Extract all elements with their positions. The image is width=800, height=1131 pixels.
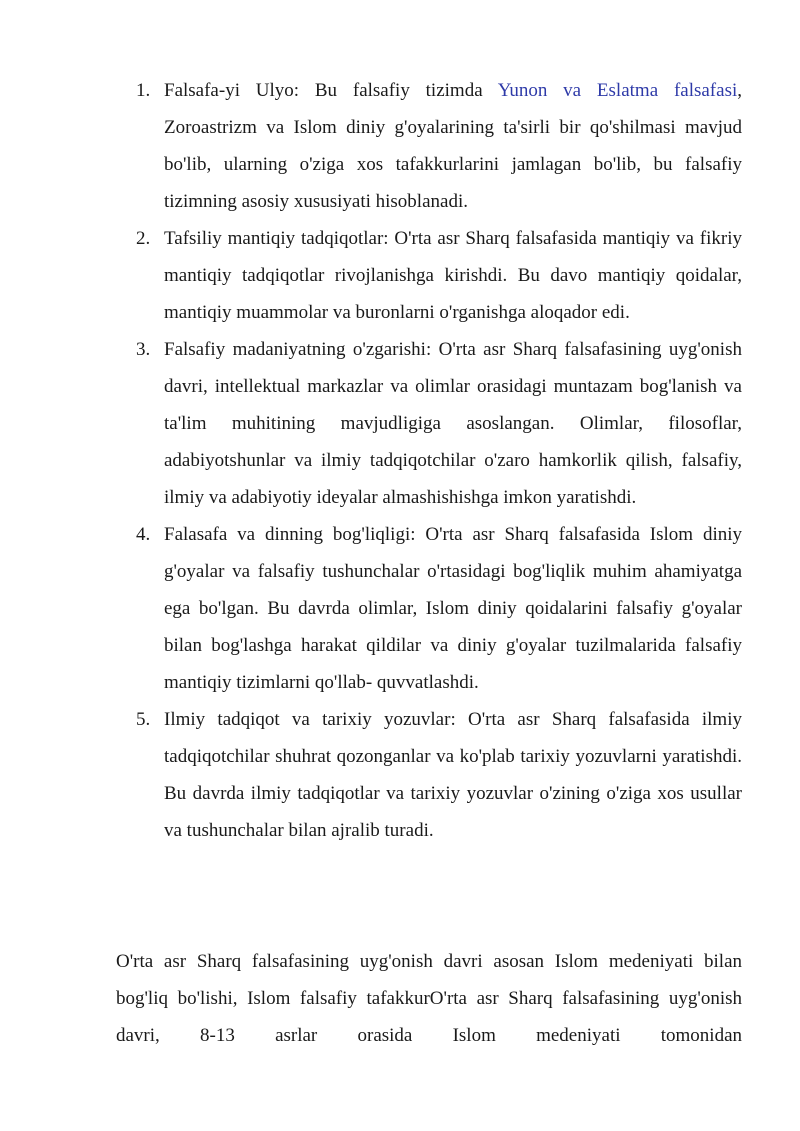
list-item-2 (116, 220, 742, 331)
list-item-text: , Zoroastrizm va Islom diniy g'oyalarining ta'sirli bir qo'shilmasi mavjud bo'lib, ularning o'ziga xos tafakkurlarini jamlagan bo'lib, bu falsafiy tizimning asosiy xususiyati hisoblanadi. (164, 80, 742, 212)
list-item-5 (116, 701, 742, 849)
body-paragraph: O'rta asr Sharq falsafasining uyg'onish davri asosan Islom medeniyati bilan bog'liq bo'lishi, Islom falsafiy tafakkurO'rta asr Sharq falsafasining uyg'onish davri, 8-13 asrlar orasida Islom medeniyati tomonidan (116, 951, 742, 1046)
list-number: 5. (136, 709, 151, 730)
list-item-text: Falasafa va dinning bog'liqligi: O'rta asr Sharq falsafasida Islom diniy g'oyalar va falsafiy tushunchalar o'rtasidagi bog'liqlik muhim ahamiyatga ega bo'lgan. Bu davrda olimlar, Islom diniy qoidalarini falsafiy g'oyalar bilan bog'lashga harakat qildilar va diniy g'oyalar tuzilmalarida falsafiy mantiqiy tizimlarni qo'llab- quvvatlashdi. (164, 524, 742, 693)
list-number: 3. (136, 339, 151, 360)
list-item-text: Falsafiy madaniyatning o'zgarishi: O'rta asr Sharq falsafasining uyg'onish davri, intellektual markazlar va olimlar orasidagi muntazam bog'lanish va ta'lim muhitining mavjudligiga asoslangan. Olimlar, filosoflar, adabiyotshunlar va ilmiy tadqiqotchilar o'zaro hamkorlik qilish, falsafiy, ilmiy va adabiyotiy ideyalar almashishishga imkon yaratishdi. (164, 339, 742, 508)
list-item-text: Tafsiliy mantiqiy tadqiqotlar: O'rta asr Sharq falsafasida mantiqiy va fikriy mantiqiy tadqiqotlar rivojlanishga kirishdi. Bu davo mantiqiy qoidalar, mantiqiy muammolar va buronlarni o'rganishga aloqador edi. (164, 228, 742, 323)
list-number: 2. (136, 228, 151, 249)
list-item-1 (116, 72, 742, 220)
list-item-3 (116, 331, 742, 516)
list-number: 4. (136, 524, 151, 545)
list-item-text: Falsafa-yi Ulyo: Bu falsafiy tizimda (164, 80, 498, 101)
numbered-list (116, 72, 742, 849)
list-number: 1. (136, 80, 151, 101)
list-item-4 (116, 516, 742, 701)
list-item-text: Ilmiy tadqiqot va tarixiy yozuvlar: O'rta asr Sharq falsafasida ilmiy tadqiqotchilar shuhrat qozonganlar va ko'plab tarixiy yozuvlarni yaratishdi. Bu davrda ilmiy tadqiqotlar va tarixiy yozuvlar o'zining o'ziga xos usullar va tushunchalar bilan ajralib turadi. (164, 709, 742, 841)
inline-link[interactable]: Yunon va Eslatma falsafasi (497, 80, 738, 101)
